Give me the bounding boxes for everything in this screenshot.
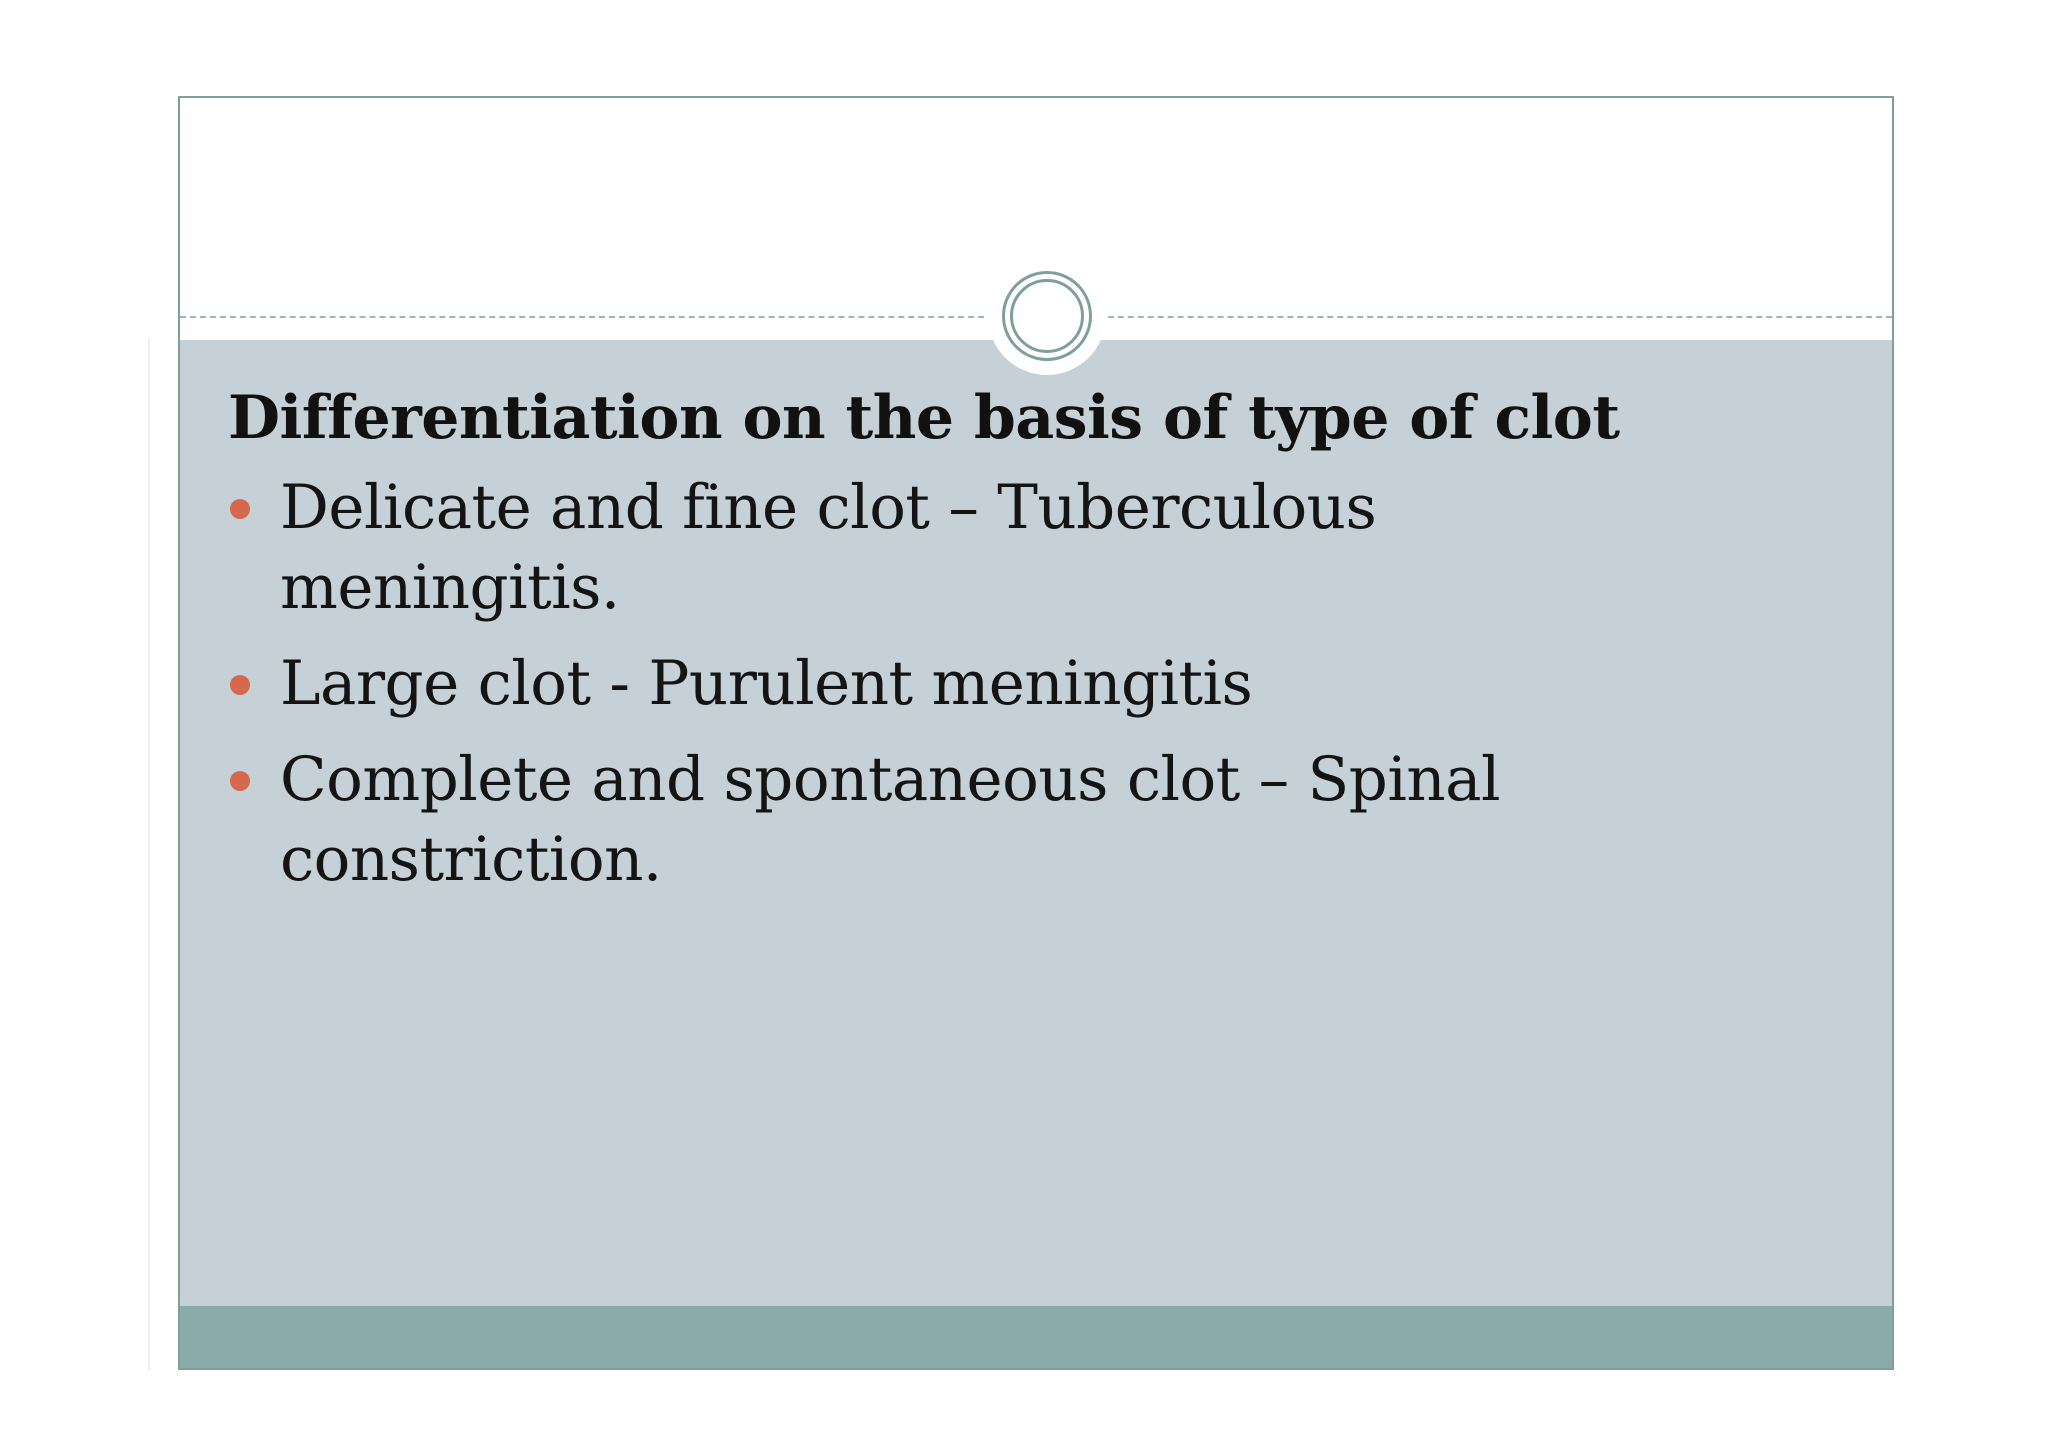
bullet-item [228, 644, 1848, 724]
slide-frame [178, 96, 1894, 1370]
bullet-dot-icon [230, 771, 250, 791]
bullet-item [228, 468, 1848, 628]
bullet-text: Delicate and fine clot – Tuberculous meningitis. [280, 472, 1377, 623]
bullet-text: Large clot - Purulent meningitis [280, 648, 1253, 719]
bullet-dot-icon [230, 499, 250, 519]
circle-ornament-icon [988, 257, 1106, 375]
slide-title: Differentiation on the basis of type of clot [228, 383, 1620, 453]
bullet-text: Complete and spontaneous clot – Spinal constriction. [280, 744, 1501, 895]
slide-footer-band [180, 1306, 1892, 1368]
margin-rule [148, 338, 150, 1370]
bullet-list [228, 468, 1848, 900]
ornament-inner-ring [1010, 279, 1084, 353]
bullet-item [228, 740, 1848, 900]
slide-content [228, 378, 1848, 916]
bullet-dot-icon [230, 675, 250, 695]
